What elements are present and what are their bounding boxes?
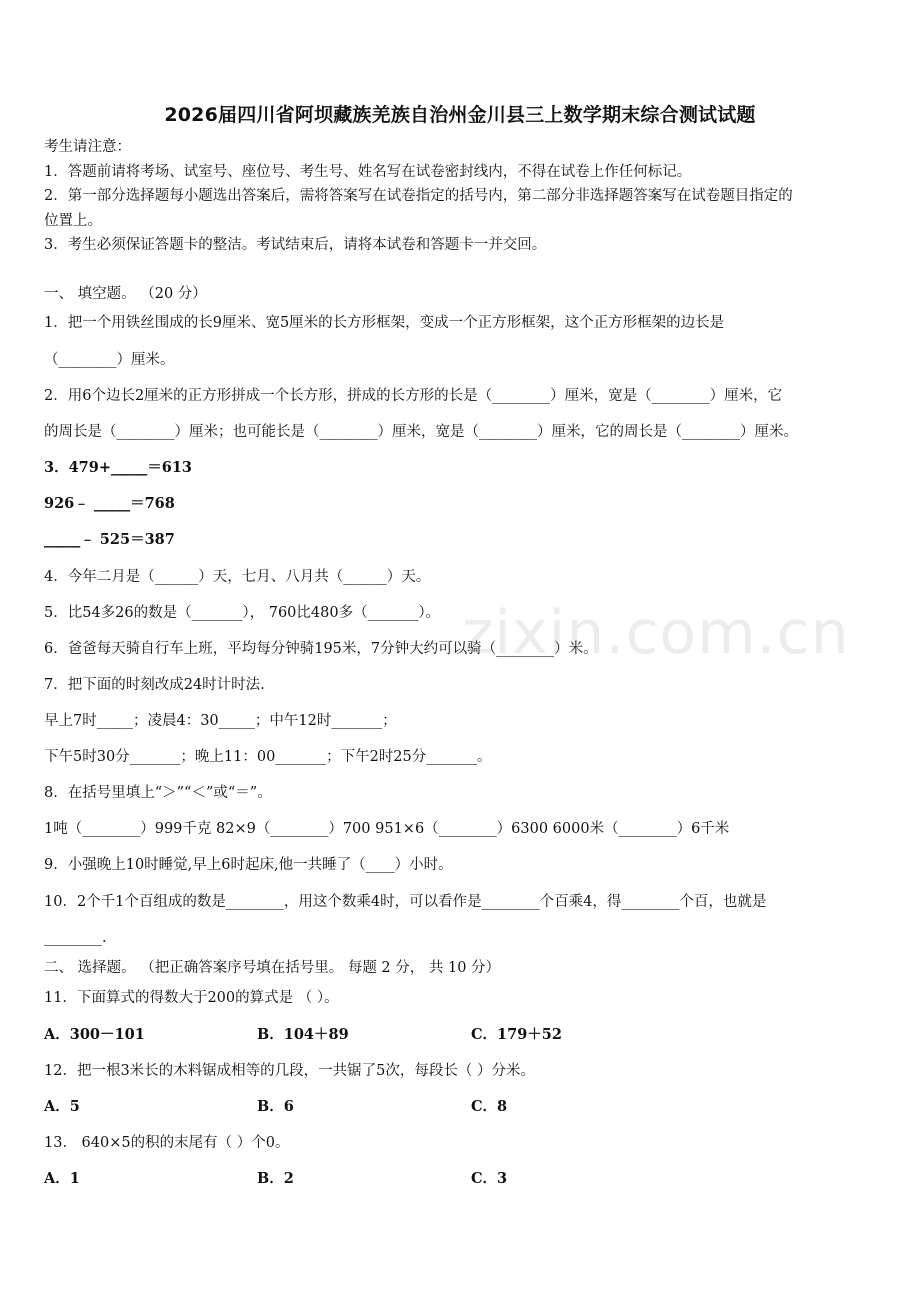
notice-item-2-cont: 位置上。 (44, 213, 102, 229)
q7: 7．把下面的时刻改成24时计时法. (44, 677, 265, 693)
section2-heading: 二、 选择题。 （把正确答案序号填在括号里。 每题 2 分， 共 10 分） (44, 960, 501, 976)
page-title: 2026届四川省阿坝藏族羌族自治州金川县三上数学期末综合测试试题 (164, 104, 756, 126)
q13-stem: 13． 640×5的积的末尾有（ ）个0。 (44, 1135, 290, 1151)
q3-line3: _____﹣ 525＝387 (44, 531, 175, 548)
q9: 9．小强晚上10时睡觉,早上6时起床,他一共睡了（____）小时。 (44, 857, 453, 873)
q12-option-c: C．8 (471, 1098, 508, 1115)
q12-option-a: A．5 (44, 1098, 80, 1115)
q3-line2: 926﹣ _____＝768 (44, 495, 175, 512)
q2-line2: 的周长是（________）厘米；也可能长是（________）厘米，宽是（________）厘米，它的周长是（________）厘米。 (44, 424, 798, 440)
q7-line2: 早上7时_____；凌晨4：30_____；中午12时_______； (44, 713, 397, 729)
q13-option-b: B．2 (257, 1170, 294, 1187)
q12-option-b: B．6 (257, 1098, 294, 1115)
q10-line1: 10．2个千1个百组成的数是________，用这个数乘4时，可以看作是________个百乘4，得________个百，也就是 (44, 894, 767, 910)
q13-option-c: C．3 (471, 1170, 508, 1187)
q11-option-a: A．300－101 (44, 1026, 145, 1043)
q3-line1: 3．479+_____＝613 (44, 459, 193, 476)
notice-item-3: 3．考生必须保证答题卡的整洁。考试结束后，请将本试卷和答题卡一并交回。 (44, 237, 547, 253)
q13-option-a: A．1 (44, 1170, 80, 1187)
q12-stem: 12．把一根3米长的木料锯成相等的几段，一共锯了5次，每段长（ ）分米。 (44, 1063, 536, 1079)
notice-item-2: 2．第一部分选择题每小题选出答案后，需将答案写在试卷指定的括号内，第二部分非选择题答案写在试卷题目指定的 (44, 188, 793, 204)
notice-heading: 考生请注意： (44, 139, 131, 155)
q1-line2: （________）厘米。 (44, 352, 175, 368)
q8: 8．在括号里填上“＞”“＜”或“＝”。 (44, 785, 272, 801)
q7-line3: 下午5时30分_______；晚上11：00_______；下午2时25分_______。 (44, 749, 492, 765)
q11-option-c: C．179＋52 (471, 1026, 562, 1043)
watermark: zixin.com.cn (462, 598, 850, 668)
q5: 5．比54多26的数是（_______）， 760比480多（_______）。 (44, 605, 441, 621)
section1-heading: 一、 填空题。 （20 分） (44, 286, 207, 302)
q1-line1: 1．把一个用铁丝围成的长9厘米、宽5厘米的长方形框架，变成一个正方形框架，这个正方形框架的边长是 (44, 315, 725, 331)
q6: 6．爸爸每天骑自行车上班，平均每分钟骑195米，7分钟大约可以骑（________）米。 (44, 641, 598, 657)
q4: 4．今年二月是（______）天，七月、八月共（______）天。 (44, 569, 431, 585)
q8-line2: 1吨（________）999千克 82×9（________）700 951×6（________）6300 6000米（________）6千米 (44, 821, 730, 837)
q2-line1: 2．用6个边长2厘米的正方形拼成一个长方形，拼成的长方形的长是（________）厘米，宽是（________）厘米，它 (44, 388, 783, 404)
q11-stem: 11．下面算式的得数大于200的算式是 （ ）。 (44, 990, 339, 1006)
q10-line2: ________. (44, 930, 107, 946)
q11-option-b: B．104＋89 (257, 1026, 349, 1043)
notice-item-1: 1．答题前请将考场、试室号、座位号、考生号、姓名写在试卷密封线内，不得在试卷上作任何标记。 (44, 164, 692, 180)
